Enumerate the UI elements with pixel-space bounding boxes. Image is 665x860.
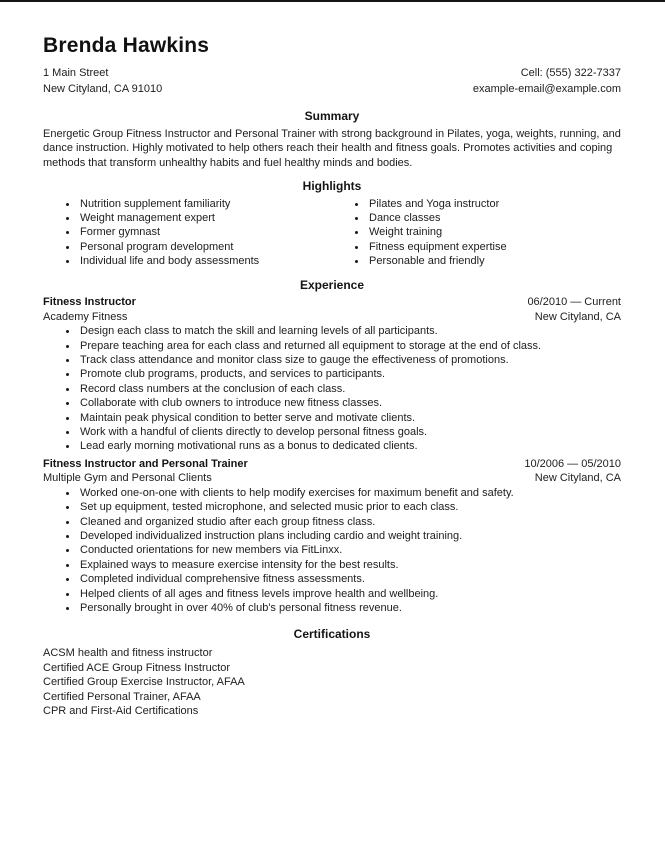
highlight-item: • Dance classes [367,211,621,225]
highlight-item: • Weight training [367,225,621,239]
header-contact [473,66,621,98]
highlights-right-list [332,197,621,269]
job-bullet-list [43,324,621,454]
job-title-row [43,295,621,309]
job-company-row [43,310,621,324]
resume-header [43,34,621,98]
job-bullet: • Worked one-on-one with clients to help modify exercises for maximum benefit and safety. [78,486,621,500]
section-heading-experience: Experience [299,277,365,292]
job-bullet-list [43,486,621,616]
certifications-list [43,646,621,719]
job-dates: 10/2006 — 05/2010 [524,457,621,470]
job-location: New Cityland, CA [534,472,621,485]
highlight-item: • Former gymnast [78,225,332,239]
certification-item: ACSM health and fitness instructor [43,647,213,660]
job-bullet: • Collaborate with club owners to introduce new fitness classes. [78,396,621,410]
job-company-row [43,471,621,485]
phone-number: Cell: (555) 322-7337 [520,67,621,80]
job-title: Fitness Instructor and Personal Trainer [43,457,248,470]
job-company: Multiple Gym and Personal Clients [43,472,212,485]
section-heading-highlights: Highlights [302,178,362,193]
certification-item: Certified Group Exercise Instructor, AFAA [43,676,245,689]
experience-job-1 [43,295,621,453]
job-location: New Cityland, CA [534,310,621,323]
section-heading-summary: Summary [304,109,360,124]
experience-job-2 [43,457,621,615]
job-bullet: • Personally brought in over 40% of club's personal fitness revenue. [78,601,621,615]
email-address: example-email@example.com [472,83,621,96]
job-bullet: • Cleaned and organized studio after each group fitness class. [78,515,621,529]
section-heading-certifications: Certifications [293,627,371,642]
highlight-item: • Weight management expert [78,211,332,225]
highlight-item: • Personal program development [78,240,332,254]
job-title: Fitness Instructor [43,296,136,309]
job-bullet: • Prepare teaching area for each class and returned all equipment to storage at the end of class. [78,339,621,353]
highlight-item: • Fitness equipment expertise [367,240,621,254]
job-bullet: • Set up equipment, tested microphone, and selected music prior to each class. [78,500,621,514]
highlight-item: • Pilates and Yoga instructor [367,197,621,211]
highlights-columns [43,197,621,269]
job-bullet: • Helped clients of all ages and fitness levels improve health and wellbeing. [78,587,621,601]
job-bullet: • Developed individualized instruction plans including cardio and weight training. [78,529,621,543]
job-bullet: • Record class numbers at the conclusion of each class. [78,382,621,396]
address-line-1: 1 Main Street [43,67,109,80]
job-bullet: • Promote club programs, products, and services to participants. [78,367,621,381]
job-bullet: • Maintain peak physical condition to better serve and motivate clients. [78,411,621,425]
job-dates: 06/2010 — Current [527,296,621,309]
header-identity [43,34,209,98]
highlight-item: • Individual life and body assessments [78,254,332,268]
job-bullet: • Work with a handful of clients directly to develop personal fitness goals. [78,425,621,439]
job-title-row [43,457,621,471]
highlights-left-list [43,197,332,269]
job-bullet: • Conducted orientations for new members via FitLinxx. [78,543,621,557]
highlight-item: • Personable and friendly [367,254,621,268]
job-bullet: • Lead early morning motivational runs as a bonus to dedicated clients. [78,439,621,453]
job-company: Academy Fitness [43,310,128,323]
job-bullet: • Track class attendance and monitor class size to gauge the effectiveness of promotions. [78,353,621,367]
summary-text: Energetic Group Fitness Instructor and Personal Trainer with strong background in Pilates, yoga, weights, running, and dance instruction. Highly motivated to help others reach their health and fitness goals. Promotes activities and coping methods that transform unhealthy habits and fuel healthy minds and bodies. [43,127,621,169]
address-line-2: New Cityland, CA 91010 [43,83,163,96]
job-bullet: • Completed individual comprehensive fitness assessments. [78,572,621,586]
job-bullet: • Explained ways to measure exercise intensity for the best results. [78,558,621,572]
candidate-name: Brenda Hawkins [43,34,210,57]
certification-item: Certified ACE Group Fitness Instructor [43,661,231,674]
certification-item: Certified Personal Trainer, AFAA [43,690,201,703]
highlight-item: • Nutrition supplement familiarity [78,197,332,211]
certification-item: CPR and First-Aid Certifications [43,705,199,718]
job-bullet: • Design each class to match the skill and learning levels of all participants. [78,324,621,338]
